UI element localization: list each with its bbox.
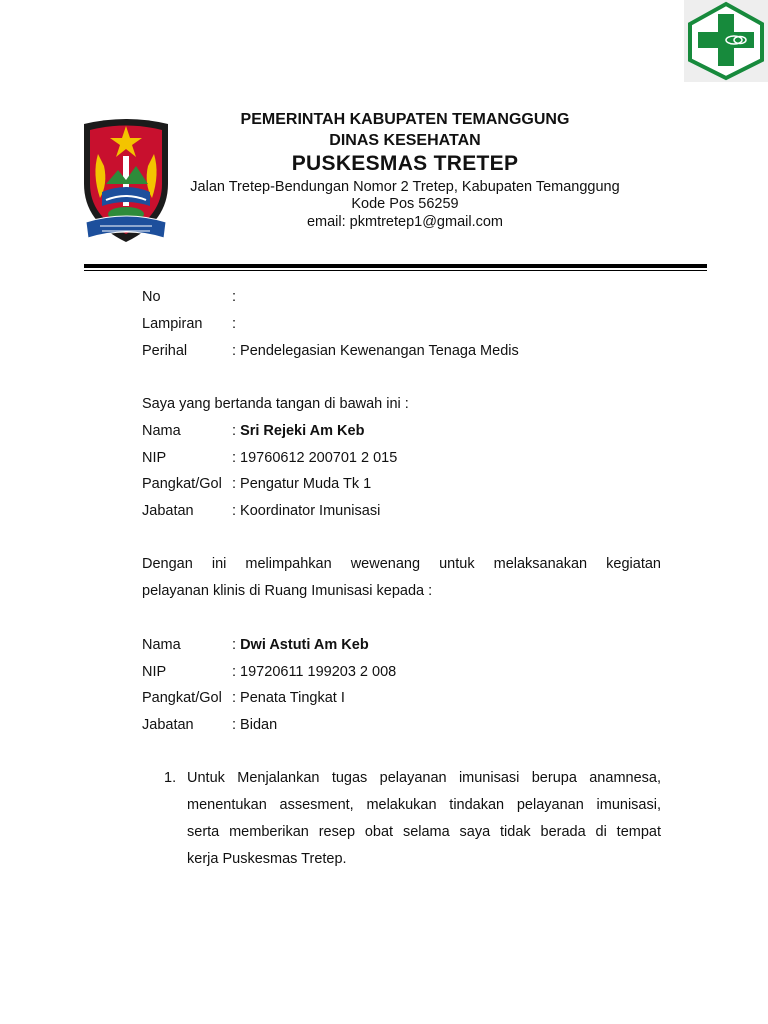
- attachment-row: [142, 317, 236, 332]
- puskesmas-cross-logo: [684, 0, 768, 82]
- delegate-name-row: [142, 638, 369, 653]
- kabupaten-temanggung-crest-logo: [78, 114, 174, 246]
- list-item-line-1: Untuk Menjalankan tugas pelayanan imunisasi berupa anamnesa,: [187, 770, 661, 786]
- list-item-line-3: serta memberikan resep obat selama saya tidak berada di tempat: [187, 824, 661, 840]
- delegate-position-label: Jabatan: [142, 717, 194, 733]
- list-item-number: 1.: [164, 770, 177, 786]
- institution-title: PUSKESMAS TRETEP: [291, 152, 519, 175]
- delegate-rank-value: : Penata Tingkat I: [232, 690, 345, 706]
- signer-name-value: Sri Rejeki Am Keb: [240, 423, 365, 439]
- signer-rank-value: : Pengatur Muda Tk 1: [232, 476, 372, 492]
- delegate-position-row: [142, 718, 277, 733]
- delegate-rank-label: Pangkat/Gol: [142, 690, 222, 706]
- signer-nip-value: : 19760612 200701 2 015: [232, 450, 398, 466]
- delegation-line-2: pelayanan klinis di Ruang Imunisasi kepada :: [142, 583, 433, 599]
- signer-name-colon: :: [232, 423, 241, 439]
- intro-sentence: Saya yang bertanda tangan di bawah ini :: [142, 396, 409, 412]
- email-line: email: pkmtretep1@gmail.com: [306, 214, 504, 230]
- delegate-rank-row: [142, 691, 345, 706]
- attachment-label: Lampiran: [142, 316, 203, 332]
- letterhead-divider-thick: [84, 264, 707, 268]
- letterhead-divider-thin: [84, 270, 707, 271]
- number-label: No: [142, 289, 161, 305]
- subject-row: [142, 344, 519, 359]
- list-item-line-2: menentukan assesment, melakukan tindakan pelayanan imunisasi,: [187, 797, 661, 813]
- signer-name-label: Nama: [142, 423, 181, 439]
- signer-nip-row: [142, 451, 397, 466]
- signer-position-label: Jabatan: [142, 503, 194, 519]
- subject-label: Perihal: [142, 343, 188, 359]
- signer-position-value: : Koordinator Imunisasi: [232, 503, 381, 519]
- signer-name-row: [142, 424, 364, 439]
- delegate-nip-label: NIP: [142, 664, 167, 680]
- postal-code-line: Kode Pos 56259: [351, 196, 459, 212]
- delegation-line-1: Dengan ini melimpahkan wewenang untuk melaksanakan kegiatan: [142, 556, 661, 572]
- number-row: [142, 290, 236, 305]
- delegate-name-value: Dwi Astuti Am Keb: [240, 637, 369, 653]
- delegate-nip-row: [142, 665, 396, 680]
- address-line: Jalan Tretep-Bendungan Nomor 2 Tretep, Kabupaten Temanggung: [190, 179, 620, 195]
- signer-position-row: [142, 504, 380, 519]
- delegate-nip-value: : 19720611 199203 2 008: [232, 664, 397, 680]
- department-title: DINAS KESEHATAN: [329, 132, 481, 149]
- attachment-value: :: [232, 316, 237, 332]
- signer-nip-label: NIP: [142, 450, 167, 466]
- signer-rank-row: [142, 477, 371, 492]
- delegate-name-colon: :: [232, 637, 241, 653]
- delegate-name-label: Nama: [142, 637, 181, 653]
- government-title: PEMERINTAH KABUPATEN TEMANGGUNG: [240, 111, 570, 128]
- number-value: :: [232, 289, 237, 305]
- subject-value: : Pendelegasian Kewenangan Tenaga Medis: [232, 343, 519, 359]
- signer-rank-label: Pangkat/Gol: [142, 476, 222, 492]
- delegation-paragraph: [142, 551, 661, 605]
- list-item-line-4: kerja Puskesmas Tretep.: [187, 851, 347, 867]
- delegate-position-value: : Bidan: [232, 717, 278, 733]
- list-item-text: [187, 765, 661, 873]
